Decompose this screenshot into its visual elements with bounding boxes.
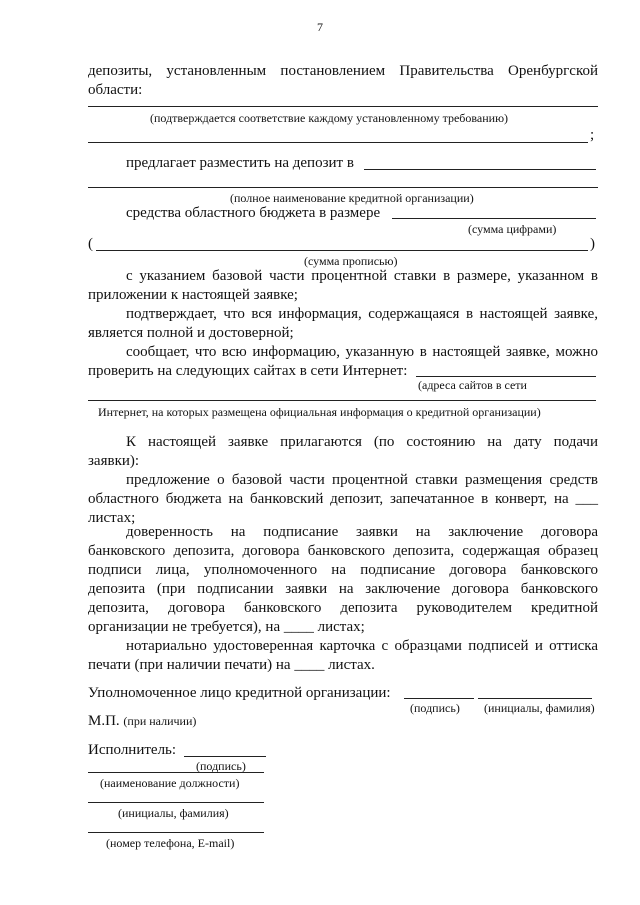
confirms-line-1: подтверждает, что вся информация, содержащаяся в настоящей заявке, <box>126 306 598 322</box>
offers-text: предлагает разместить на депозит в <box>126 155 354 171</box>
sum-digits-line <box>392 218 596 219</box>
position-line <box>88 772 264 773</box>
phone-line <box>88 832 264 833</box>
credit-org-line-2 <box>88 187 598 188</box>
exec-initials-line <box>88 802 264 803</box>
caption-credit-org: (полное наименование кредитной организации) <box>230 191 474 205</box>
informs-line-1: сообщает, что всю информацию, указанную в настоящей заявке, можно <box>126 344 598 360</box>
informs-line-2: проверить на следующих сайтах в сети Интернет: <box>88 363 408 379</box>
requirement-line-2 <box>88 142 588 143</box>
caption-sites-1: (адреса сайтов в сети <box>418 378 527 392</box>
caption-sum-words: (сумма прописью) <box>304 254 398 268</box>
intro-line-1: депозиты, установленным постановлением Правительства Оренбургской <box>88 63 598 79</box>
caption-phone: (номер телефона, E-mail) <box>106 836 235 850</box>
power-line-3: подписи лица, уполномоченного на подписание договора банковского <box>88 562 598 578</box>
executor-label: Исполнитель: <box>88 742 177 758</box>
caption-position: (наименование должности) <box>100 776 240 790</box>
mp-note: (при наличии) <box>123 714 197 728</box>
intro-line-2: области: <box>88 82 143 98</box>
executor-signature-line <box>184 756 266 757</box>
attached-line-1: К настоящей заявке прилагаются (по состоянию на дату подачи <box>126 434 598 450</box>
caption-sum-digits: (сумма цифрами) <box>468 222 557 236</box>
attached-line-2: заявки): <box>88 453 140 469</box>
proposal-line-1: предложение о базовой части процентной ставки размещения средств <box>126 472 598 488</box>
paren-open: ( <box>88 236 93 252</box>
caption-initials: (инициалы, фамилия) <box>484 701 595 715</box>
caption-requirement: (подтверждается соответствие каждому установленному требованию) <box>150 111 509 125</box>
sites-line-1 <box>416 376 596 377</box>
caption-sites-2: Интернет, на которых размещена официальная информация о кредитной организации) <box>98 405 541 419</box>
authorized-initials-line <box>478 698 592 699</box>
caption-signature: (подпись) <box>410 701 460 715</box>
power-line-6: организации не требуется), на ____ листах; <box>88 619 365 635</box>
authorized-signature-line <box>404 698 474 699</box>
page-number: 7 <box>317 20 323 34</box>
notary-line-2: печати (при наличии печати) на ____ листах. <box>88 657 375 673</box>
caption-exec-initials: (инициалы, фамилия) <box>118 806 229 820</box>
authorized-person-label: Уполномоченное лицо кредитной организации: <box>88 685 391 701</box>
base-rate-line-1: с указанием базовой части процентной ставки в размере, указанном в <box>126 268 598 284</box>
sites-line-2 <box>88 400 596 401</box>
proposal-line-3: листах; <box>88 510 136 526</box>
power-line-4: депозита (при подписании заявки на заключение договора банковского <box>88 581 598 597</box>
paren-close: ) <box>590 236 595 252</box>
seal-label <box>88 712 196 731</box>
mp-label: М.П. <box>88 713 120 729</box>
proposal-line-2: областного бюджета на банковский депозит, запечатанное в конверт, на ___ <box>88 491 598 507</box>
confirms-line-2: является полной и достоверной; <box>88 325 294 341</box>
power-line-2: банковского депозита, договора банковского депозита, содержащая образец <box>88 543 598 559</box>
base-rate-line-2: приложении к настоящей заявке; <box>88 287 298 303</box>
sum-words-line <box>96 250 588 251</box>
power-line-5: депозита, договора банковского депозита руководителем кредитной <box>88 600 598 616</box>
notary-line-1: нотариально удостоверенная карточка с образцами подписей и оттиска <box>126 638 598 654</box>
caption-exec-signature: (подпись) <box>196 759 246 773</box>
semicolon: ; <box>590 127 595 143</box>
power-line-1: доверенность на подписание заявки на заключение договора <box>126 524 598 540</box>
requirement-line <box>88 106 598 107</box>
funds-text: средства областного бюджета в размере <box>126 205 381 221</box>
credit-org-line-1 <box>364 169 596 170</box>
